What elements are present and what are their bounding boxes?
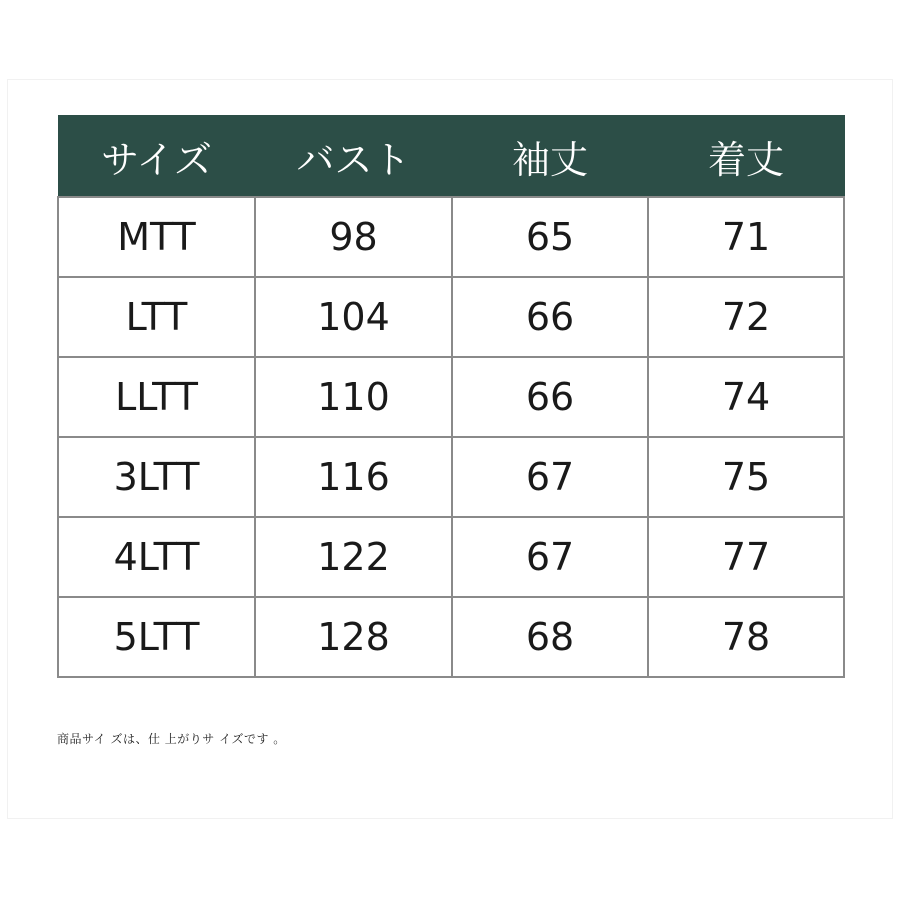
cell-bust: 104	[255, 277, 452, 357]
cell-body-length: 74	[648, 357, 844, 437]
size-note: 商品サイ ズは、仕 上がりサ イズです 。	[57, 732, 286, 746]
cell-sleeve-length: 65	[452, 197, 648, 277]
size-chart-table	[57, 115, 845, 678]
cell-sleeve-length: 67	[452, 437, 648, 517]
header-size: サイズ	[58, 116, 255, 198]
table-row	[58, 437, 844, 517]
cell-bust: 98	[255, 197, 452, 277]
header-bust: バスト	[255, 116, 452, 198]
cell-sleeve-length: 66	[452, 357, 648, 437]
cell-size: 5LTT	[58, 597, 255, 677]
cell-bust: 122	[255, 517, 452, 597]
cell-size: MTT	[58, 197, 255, 277]
table-row	[58, 197, 844, 277]
cell-sleeve-length: 67	[452, 517, 648, 597]
cell-body-length: 78	[648, 597, 844, 677]
table-row	[58, 277, 844, 357]
header-body-length: 着丈	[648, 116, 844, 198]
cell-bust: 110	[255, 357, 452, 437]
cell-body-length: 72	[648, 277, 844, 357]
cell-sleeve-length: 66	[452, 277, 648, 357]
cell-body-length: 77	[648, 517, 844, 597]
cell-size: LTT	[58, 277, 255, 357]
cell-bust: 128	[255, 597, 452, 677]
cell-sleeve-length: 68	[452, 597, 648, 677]
cell-size: LLTT	[58, 357, 255, 437]
cell-body-length: 71	[648, 197, 844, 277]
cell-size: 3LTT	[58, 437, 255, 517]
cell-bust: 116	[255, 437, 452, 517]
table-row	[58, 597, 844, 677]
table-row	[58, 357, 844, 437]
cell-size: 4LTT	[58, 517, 255, 597]
header-sleeve-length: 袖丈	[452, 116, 648, 198]
cell-body-length: 75	[648, 437, 844, 517]
header-row	[58, 116, 844, 198]
table-row	[58, 517, 844, 597]
